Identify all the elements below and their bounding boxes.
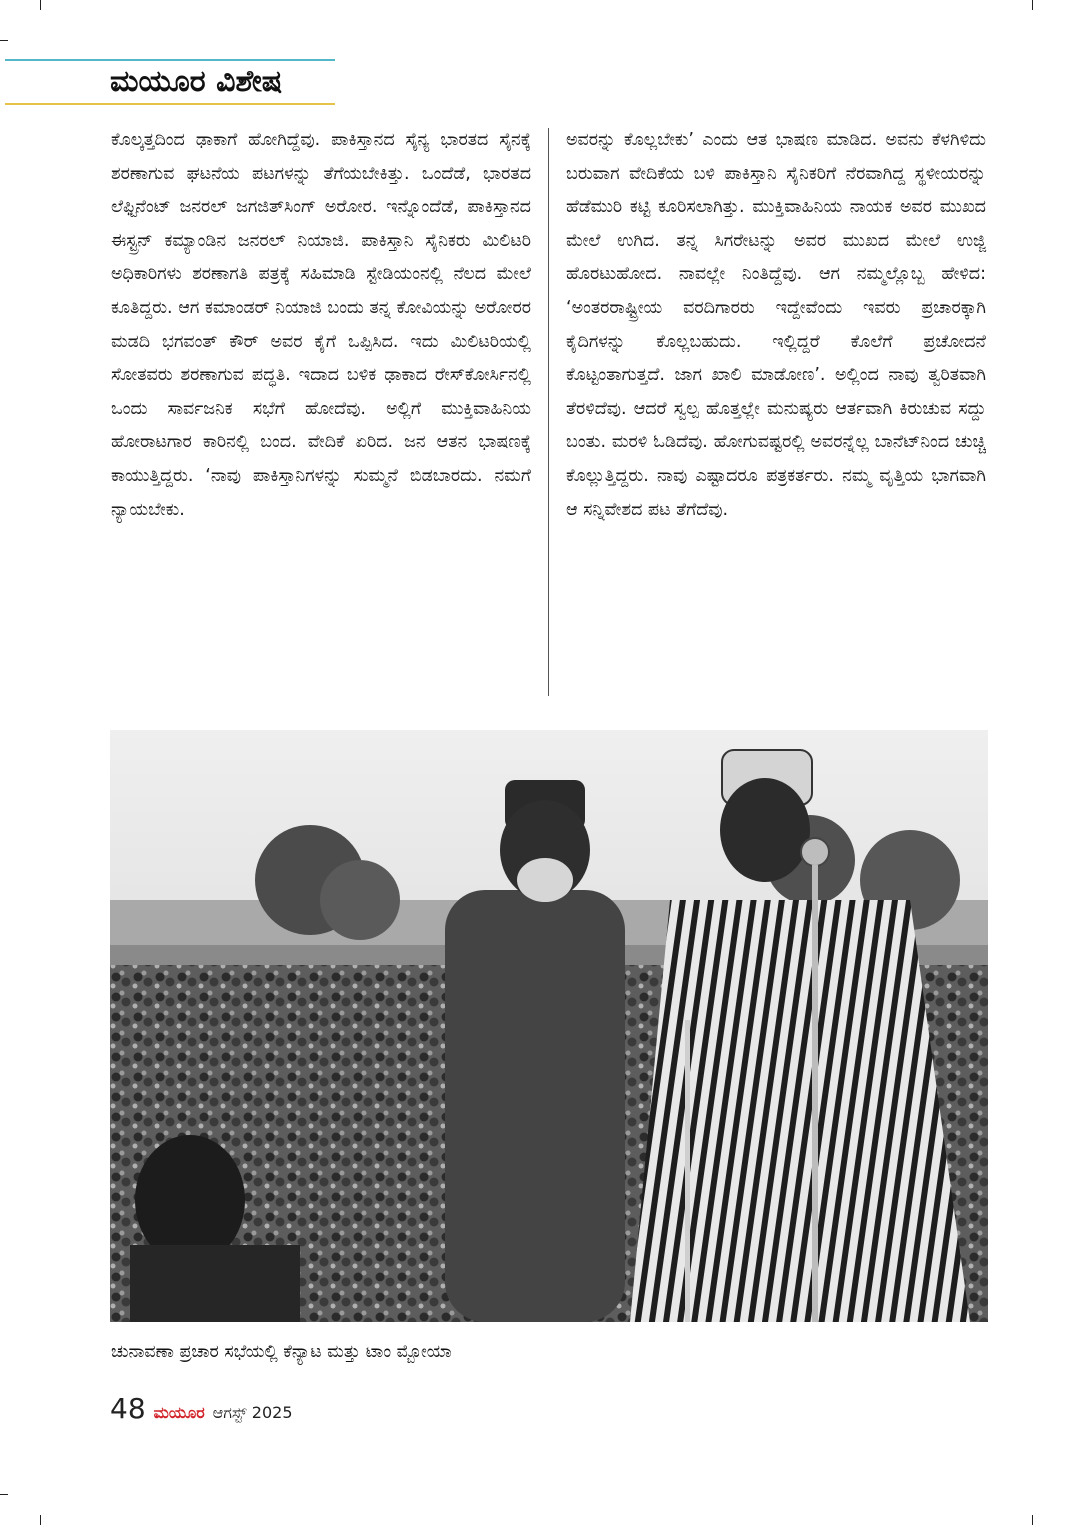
section-title: ಮಯೂರ ವಿಶೇಷ [110, 64, 283, 99]
crop-mark [40, 0, 41, 10]
magazine-logo: ಮಯೂರ [153, 1403, 205, 1422]
column-divider [548, 128, 549, 696]
crop-mark [0, 40, 8, 41]
crop-mark [1032, 0, 1033, 10]
section-rule-top [5, 59, 335, 61]
crop-mark [40, 1515, 41, 1525]
photo-caption: ಚುನಾವಣಾ ಪ್ರಚಾರ ಸಭೆಯಲ್ಲಿ ಕೆನ್ಯಾಟ ಮತ್ತು ಟಾಂ ಮ್ಬೋಯಾ [111, 1342, 452, 1362]
issue-date: ಆಗಸ್ಟ್ 2025 [212, 1403, 293, 1422]
page-footer [110, 1392, 293, 1432]
article-text-left: ಕೊಲ್ಕತ್ತದಿಂದ ಢಾಕಾಗೆ ಹೋಗಿದ್ದೆವು. ಪಾಕಿಸ್ತಾನದ ಸೈನ್ಯ ಭಾರತದ ಸೈನಕ್ಕೆ ಶರಣಾಗುವ ಘಟನೆಯ ಪಟಗಳನ್ನು ತೆಗೆಯಬೇಕಿತ್ತು. ಒಂದೆಡೆ, ಭಾರತದ ಲೆಫ್ಟಿನೆಂಟ್ ಜನರಲ್ ಜಗಜಿತ್‌ಸಿಂಗ್ ಅರೋರ. ಇನ್ನೊಂದೆಡೆ, ಪಾಕಿಸ್ತಾನದ ಈಸ್ಟ್ರನ್ ಕಮ್ಯಾಂಡಿನ ಜನರಲ್ ನಿಯಾಜಿ. ಪಾಕಿಸ್ತಾನಿ ಸೈನಿಕರು ಮಿಲಿಟರಿ ಅಧಿಕಾರಿಗಳು ಶರಣಾಗತಿ ಪತ್ರಕ್ಕೆ ಸಹಿಮಾಡಿ ಸ್ಟೇಡಿಯಂನಲ್ಲಿ ನೆಲದ ಮೇಲೆ ಕೂತಿದ್ದರು. ಆಗ ಕಮಾಂಡರ್ ನಿಯಾಜಿ ಬಂದು ತನ್ನ ಕೋವಿಯನ್ನು ಅರೋರರ ಮಡದಿ ಭಗವಂತ್ ಕೌರ್ ಅವರ ಕೈಗೆ ಒಪ್ಪಿಸಿದ. ಇದು ಮಿಲಿಟರಿಯಲ್ಲಿ ಸೋತವರು ಶರಣಾಗುವ ಪದ್ಧತಿ. ಇದಾದ ಬಳಿಕ ಢಾಕಾದ ರೇಸ್‌ಕೋರ್ಸಿನಲ್ಲಿ ಒಂದು ಸಾರ್ವಜನಿಕ ಸಭೆಗೆ ಹೋದೆವು. ಅಲ್ಲಿಗೆ ಮುಕ್ತಿವಾಹಿನಿಯ ಹೋರಾಟಗಾರ ಕಾರಿನಲ್ಲಿ ಬಂದ. ವೇದಿಕೆ ಏರಿದ. ಜನ ಆತನ ಭಾಷಣಕ್ಕೆ ಕಾಯುತ್ತಿದ್ದರು. ‘ನಾವು ಪಾಕಿಸ್ತಾನಿಗಳನ್ನು ಸುಮ್ಮನೆ ಬಿಡಬಾರದು. ನಮಗೆ ನ್ಯಾಯಬೇಕು. [111, 130, 531, 520]
crop-mark [0, 1494, 8, 1495]
page-number: 48 [110, 1392, 146, 1425]
article-text-right: ಅವರನ್ನು ಕೊಲ್ಲಬೇಕು’ ಎಂದು ಆತ ಭಾಷಣ ಮಾಡಿದ. ಅವನು ಕೆಳಗಿಳಿದು ಬರುವಾಗ ವೇದಿಕೆಯ ಬಳಿ ಪಾಕಿಸ್ತಾನಿ ಸೈನಿಕರಿಗೆ ನೆರವಾಗಿದ್ದ ಸ್ಥಳೀಯರನ್ನು ಹೆಡೆಮುರಿ ಕಟ್ಟಿ ಕೂರಿಸಲಾಗಿತ್ತು. ಮುಕ್ತಿವಾಹಿನಿಯ ನಾಯಕ ಅವರ ಮುಖದ ಮೇಲೆ ಉಗಿದ. ತನ್ನ ಸಿಗರೇಟನ್ನು ಅವರ ಮುಖದ ಮೇಲೆ ಉಜ್ಜಿ ಹೊರಟುಹೋದ. ನಾವಲ್ಲೇ ನಿಂತಿದ್ದೆವು. ಆಗ ನಮ್ಮಲ್ಲೊಬ್ಬ ಹೇಳಿದ: ‘ಅಂತರರಾಷ್ಟ್ರೀಯ ವರದಿಗಾರರು ಇದ್ದೇವೆಂದು ಇವರು ಪ್ರಚಾರಕ್ಕಾಗಿ ಕೈದಿಗಳನ್ನು ಕೊಲ್ಲಬಹುದು. ಇಲ್ಲಿದ್ದರೆ ಕೊಲೆಗೆ ಪ್ರಚೋದನೆ ಕೊಟ್ಟಂತಾಗುತ್ತದೆ. ಜಾಗ ಖಾಲಿ ಮಾಡೋಣ’. ಅಲ್ಲಿಂದ ನಾವು ತ್ವರಿತವಾಗಿ ತೆರಳಿದೆವು. ಆದರೆ ಸ್ವಲ್ಪ ಹೊತ್ತಲ್ಲೇ ಮನುಷ್ಯರು ಆರ್ತವಾಗಿ ಕಿರುಚುವ ಸದ್ದು ಬಂತು. ಮರಳಿ ಓಡಿದೆವು. ಹೋಗುವಷ್ಟರಲ್ಲಿ ಅವರನ್ನೆಲ್ಲ ಬಾನೆಟ್‌ನಿಂದ ಚುಚ್ಚಿ ಕೊಲ್ಲುತ್ತಿದ್ದರು. ನಾವು ಎಷ್ಟಾದರೂ ಪತ್ರಕರ್ತರು. ನಮ್ಮ ವೃತ್ತಿಯ ಭಾಗವಾಗಿ ಆ ಸನ್ನಿವೇಶದ ಪಟ ತೆಗೆದೆವು. [566, 130, 986, 520]
article-column-left [111, 124, 531, 527]
rally-photo [110, 730, 988, 1322]
section-rule-bottom [5, 103, 335, 105]
article-column-right [566, 124, 986, 527]
crop-mark [1032, 1515, 1033, 1525]
